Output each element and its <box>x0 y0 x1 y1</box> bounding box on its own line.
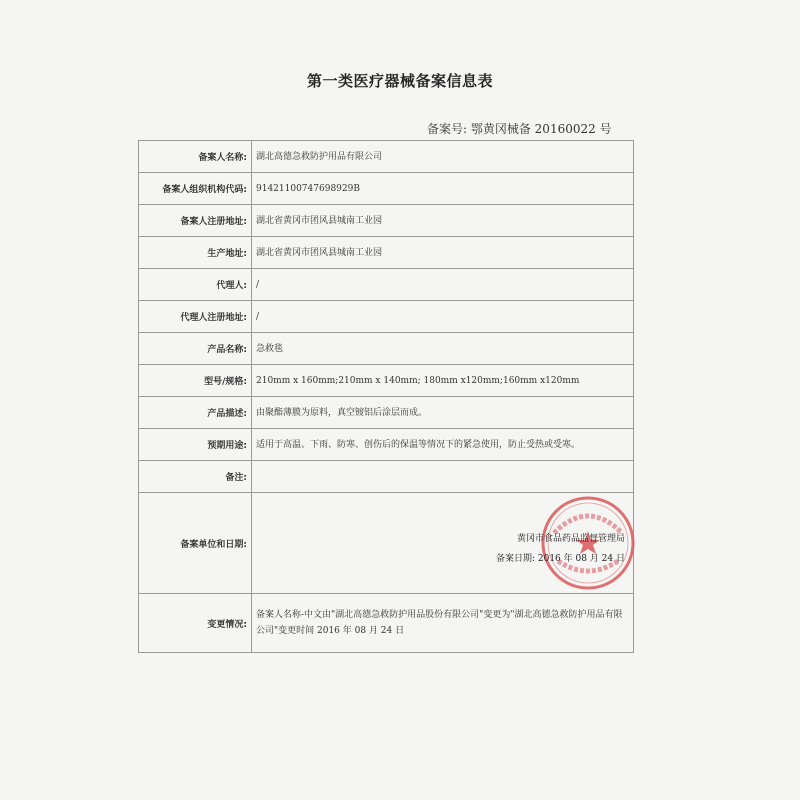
document-title: 第一类医疗器械备案信息表 <box>306 72 493 90</box>
table-row <box>139 365 634 397</box>
agent-label: 代理人: <box>139 269 252 301</box>
table-row <box>139 237 634 269</box>
registered-address-value: 湖北省黄冈市团风县城南工业园 <box>252 205 634 237</box>
intended-use-value: 适用于高温、下雨、防寒、创伤后的保温等情况下的紧急使用，防止受热或受寒。 <box>252 429 634 461</box>
remarks-label: 备注: <box>139 461 252 493</box>
filing-date: 备案日期: 2016 年 08 月 24 日 <box>495 554 625 564</box>
product-name-value: 急救毯 <box>252 333 634 365</box>
record-info-table <box>138 140 634 653</box>
table-row <box>139 141 634 173</box>
change-history-value: 备案人名称-中文由"湖北高德急救防护用品股份有限公司"变更为"湖北高德急救防护用品有限公司"变更时间 2016 年 08 月 24 日 <box>252 594 634 653</box>
production-address-label: 生产地址: <box>139 237 252 269</box>
filing-unit-date-value <box>252 493 634 594</box>
agent-address-label: 代理人注册地址: <box>139 301 252 333</box>
agent-address-value: / <box>252 301 634 333</box>
filing-authority: 黄冈市食品药品监督管理局 <box>516 534 625 544</box>
filer-name-value: 湖北高德急救防护用品有限公司 <box>252 141 634 173</box>
table-row <box>139 594 634 653</box>
product-name-label: 产品名称: <box>139 333 252 365</box>
model-spec-value: 210mm x 160mm;210mm x 140mm; 180mm x120mm;160mm x120mm <box>252 365 634 397</box>
intended-use-label: 预期用途: <box>139 429 252 461</box>
table-row <box>139 269 634 301</box>
table-row <box>139 397 634 429</box>
table-row <box>139 461 634 493</box>
product-description-label: 产品描述: <box>139 397 252 429</box>
table-row <box>139 301 634 333</box>
filing-unit-date-label: 备案单位和日期: <box>139 493 252 594</box>
remarks-value <box>252 461 634 493</box>
table-row <box>139 333 634 365</box>
filer-name-label: 备案人名称: <box>139 141 252 173</box>
registered-address-label: 备案人注册地址: <box>139 205 252 237</box>
agent-value: / <box>252 269 634 301</box>
table-row <box>139 493 634 594</box>
model-spec-label: 型号/规格: <box>139 365 252 397</box>
table-row <box>139 429 634 461</box>
product-description-value: 由聚酯薄膜为原料，真空镀铝后涂层而成。 <box>252 397 634 429</box>
table-row <box>139 173 634 205</box>
org-code-value: 91421100747698929B <box>252 173 634 205</box>
org-code-label: 备案人组织机构代码: <box>139 173 252 205</box>
production-address-value: 湖北省黄冈市团风县城南工业园 <box>252 237 634 269</box>
record-number: 备案号: 鄂黄冈械备 20160022 号 <box>427 122 612 136</box>
table-row <box>139 205 634 237</box>
change-history-label: 变更情况: <box>139 594 252 653</box>
